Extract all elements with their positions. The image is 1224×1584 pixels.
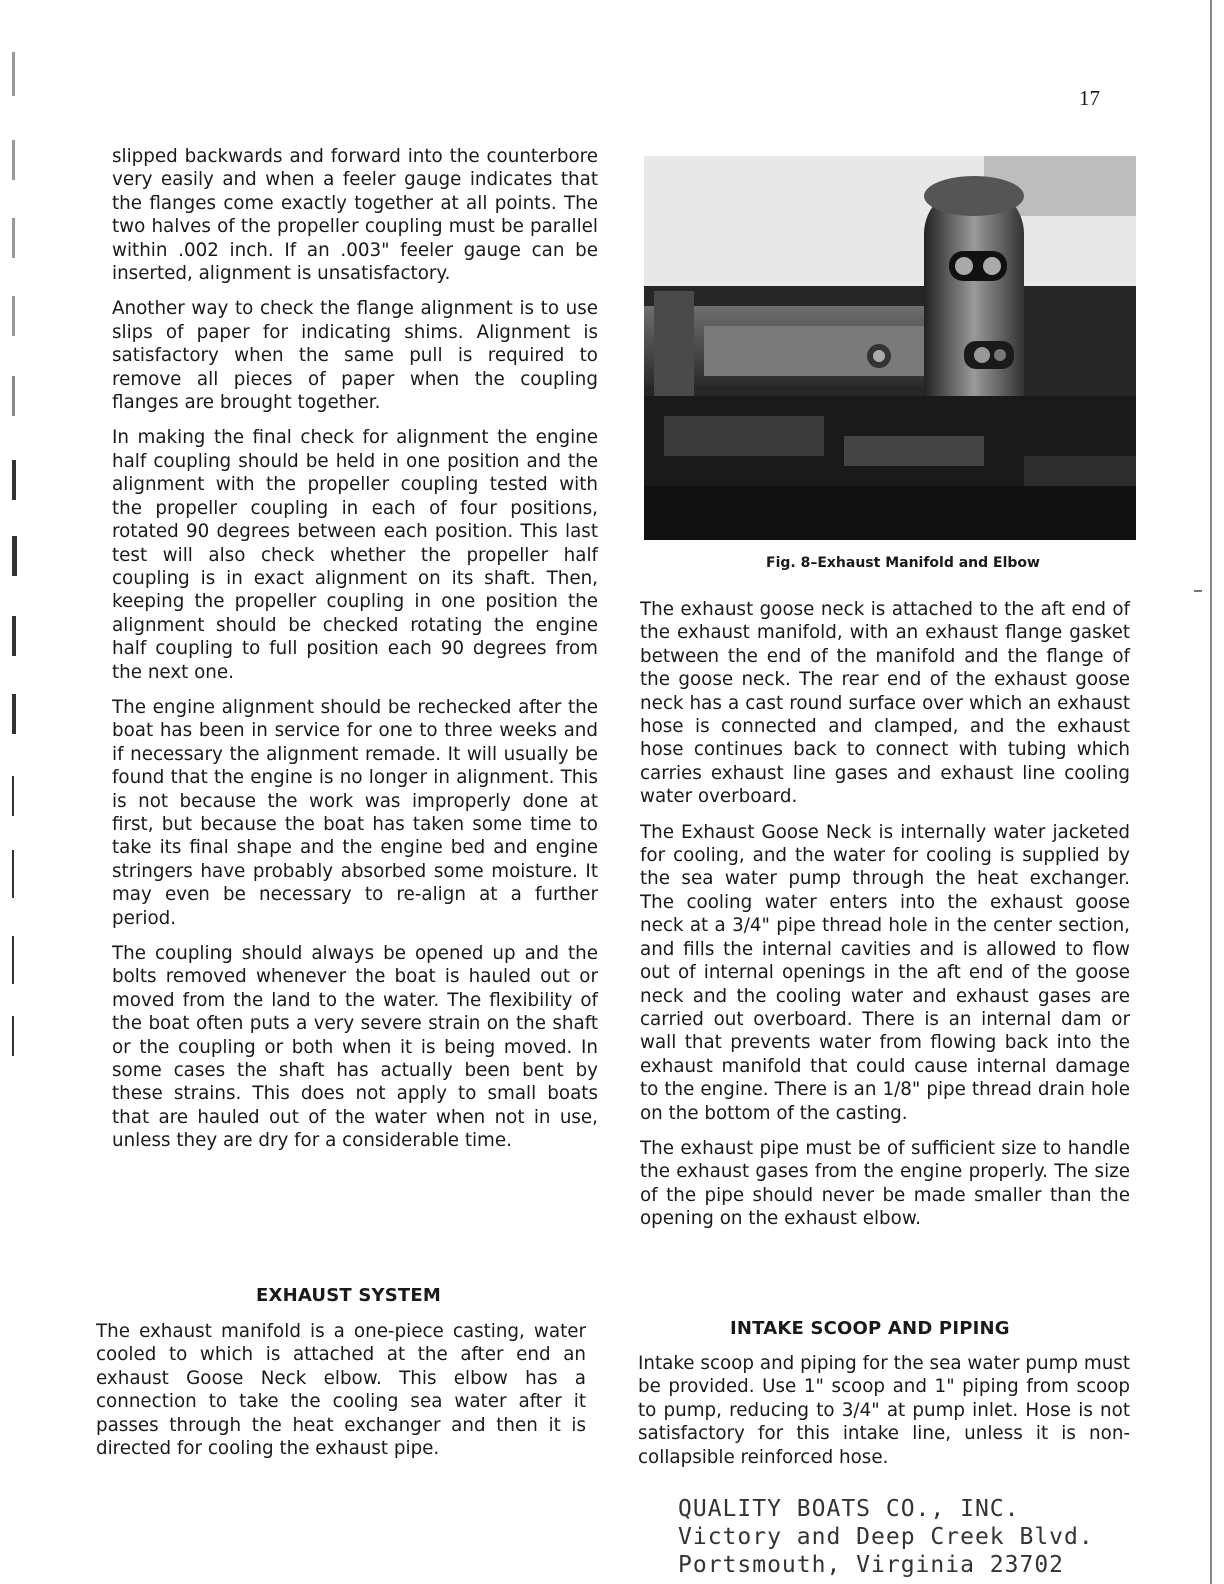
section-heading-intake-scoop: INTAKE SCOOP AND PIPING [730, 1318, 1010, 1339]
right-column [640, 598, 1130, 1243]
paragraph: slipped backwards and forward into the counterbore very easily and when a feeler gauge indicates that the flanges come exactly together at all points. The two halves of the propeller coupling must be parallel within .002 inch. If an .003" feeler gauge can be inserted, alignment is unsatisfactory. [112, 146, 598, 285]
engine-exhaust-manifold-photo [644, 156, 1136, 540]
section-heading-exhaust-system: EXHAUST SYSTEM [256, 1285, 441, 1306]
paragraph: Intake scoop and piping for the sea water pump must be provided. Use 1" scoop and 1" piping from scoop to pump, reducing to 3/4" at pump inlet. Hose is not satisfactory for this intake line, unless it is non-collapsible reinforced hose. [638, 1353, 1130, 1468]
stamp-line: Victory and Deep Creek Blvd. [678, 1524, 1094, 1550]
paragraph: The exhaust manifold is a one-piece casting, water cooled to which is attached at the after end an exhaust Goose Neck elbow. This elbow has a connection to take the cooling sea water after it passes through the heat exchanger and then it is directed for cooling the exhaust pipe. [96, 1321, 586, 1460]
left-column [112, 145, 598, 1165]
paragraph: Another way to check the flange alignment is to use slips of paper for indicating shims. Alignment is satisfactory when the same pull is required to remove all pieces of paper when the coupling flanges are brought together. [112, 298, 598, 414]
paragraph: In making the final check for alignment the engine half coupling should be held in one position and the alignment with the propeller coupling tested with the propeller coupling in each of four positions, rotated 90 degrees between each position. This last test will also check whether the propeller half coupling is in exact alignment on its shaft. Then, keeping the propeller coupling in one position the alignment should be checked rotating the engine half coupling to full position each 90 degrees from the next one. [112, 427, 598, 683]
exhaust-system-section [96, 1320, 586, 1472]
figure-caption: Fig. 8–Exhaust Manifold and Elbow [766, 555, 1040, 571]
intake-section [638, 1352, 1130, 1481]
dealer-stamp [678, 1495, 1098, 1584]
paragraph: The coupling should always be opened up and the bolts removed whenever the boat is hauled out or moved from the land to the water. The flexibility of the boat often puts a very severe strain on the shaft or the coupling or both when it is being moved. In some cases the shaft has actually been bent by these strains. This does not apply to small boats that are hauled out of the water when not in use, unless they are dry for a considerable time. [112, 943, 598, 1152]
stamp-line: Portsmouth, Virginia 23702 [678, 1552, 1065, 1578]
paragraph: The exhaust goose neck is attached to the aft end of the exhaust manifold, with an exhaust flange gasket between the end of the manifold and the flange of the goose neck. The rear end of the exhaust goose neck has a cast round surface over which an exhaust hose is connected and clamped, and the exhaust hose continues back to connect with tubing which carries exhaust line gases and exhaust line cooling water overboard. [640, 599, 1130, 808]
page-edge [1210, 0, 1212, 1584]
stamp-line: QUALITY BOATS CO., INC. [678, 1496, 1020, 1522]
paragraph: The engine alignment should be rechecked after the boat has been in service for one to three weeks and if necessary the alignment remade. It will usually be found that the engine is no longer in alignment. This is not because the work was improperly done at first, but because the boat has taken some time to take its final shape and the engine bed and engine stringers have probably absorbed some moisture. It may even be necessary to re-align at a further period. [112, 696, 598, 929]
binding-marks [8, 50, 28, 1050]
photo-illustration [644, 156, 1136, 540]
page-number: 17 [1079, 86, 1100, 110]
paragraph: The exhaust pipe must be of sufficient size to handle the exhaust gases from the engine properly. The size of the pipe should never be made smaller than the opening on the exhaust elbow. [640, 1137, 1130, 1230]
paragraph: The Exhaust Goose Neck is internally water jacketed for cooling, and the water for cooling is supplied by the sea water pump through the heat exchanger. The cooling water enters into the exhaust goose neck at a 3/4" pipe thread hole in the center section, and fills the internal cavities and is allowed to flow out of internal openings in the aft end of the goose neck and the cooling water and exhaust gases are carried out overboard. There is an internal dam or wall that prevents water from flowing back into the exhaust manifold that could cause internal damage to the engine. There is an 1/8" pipe thread drain hole on the bottom of the casting. [640, 821, 1130, 1124]
margin-dash [1194, 590, 1202, 592]
